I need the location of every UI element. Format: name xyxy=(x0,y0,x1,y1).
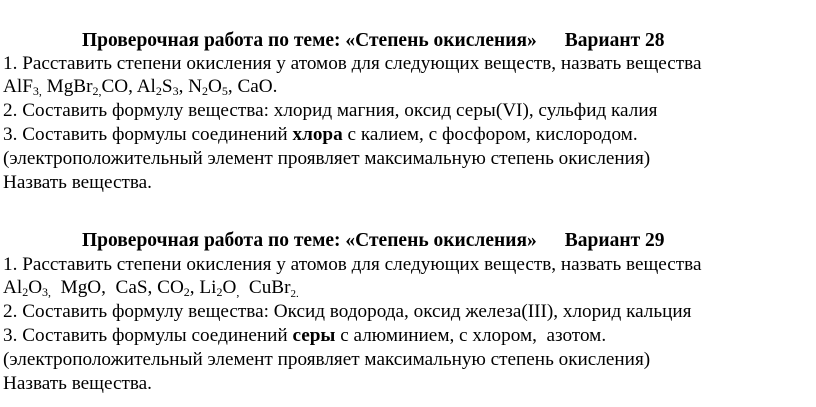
formula-al2s3: $Al_2S_3$, xyxy=(136,76,184,98)
variant-29-formulas xyxy=(3,277,299,299)
formula-cubr2: CuBr$_{2.}$ xyxy=(248,277,299,300)
variant-28-label: Вариант 28 xyxy=(564,30,665,51)
formula-mgo: MgO, xyxy=(60,277,106,298)
formula-co2: $CO_2$, xyxy=(157,277,195,299)
variant-29-task-3: 3. Составить формулы соединений серы с алюминием, с хлором, азотом. xyxy=(3,325,607,346)
variant-28-task-1: 1. Расставить степени окисления у атомов для следующих веществ, назвать вещества xyxy=(3,53,702,74)
formula-cas: CaS, xyxy=(115,277,153,298)
variant-28-task-2: 2. Составить формулу вещества: хлорид магния, оксид серы(VI), сульфид калия xyxy=(3,100,658,121)
variant-28-title: Проверочная работа по теме: «Степень окисления» xyxy=(82,30,537,51)
formula-li2o: $Li_2O_,$ xyxy=(199,277,240,299)
formula-al2o3: $Al_2O_{3,}$ xyxy=(3,277,52,299)
formula-co: CO, xyxy=(101,76,133,97)
variant-28-name-line: Назвать вещества. xyxy=(3,172,152,193)
variant-28-formulas xyxy=(3,76,277,98)
variant-29-title: Проверочная работа по теме: «Степень окисления» xyxy=(82,230,537,251)
variant-29-task-2: 2. Составить формулу вещества: Оксид водорода, оксид железа(III), хлорид кальция xyxy=(3,301,692,322)
formula-n2o5: $N_2O_5$, xyxy=(188,76,233,98)
formula-alf3: AlF$_{3,}$ xyxy=(3,76,42,98)
variant-28-heading xyxy=(82,30,665,52)
variant-28-element: хлора xyxy=(292,124,343,145)
variant-29-task-1: 1. Расставить степени окисления у атомов для следующих веществ, назвать вещества xyxy=(3,254,702,275)
variant-29-heading xyxy=(82,230,665,252)
variant-29-element: серы xyxy=(292,325,336,346)
variant-28-task-3: 3. Составить формулы соединений хлора с калием, с фосфором, кислородом. xyxy=(3,124,638,145)
formula-cao: CaO. xyxy=(237,76,278,97)
variant-29-note: (электроположительный элемент проявляет максимальную степень окисления) xyxy=(3,349,651,370)
variant-28-note: (электроположительный элемент проявляет максимальную степень окисления) xyxy=(3,148,651,169)
formula-mgbr2: MgBr$_{2,}$ xyxy=(46,76,102,98)
variant-29-label: Вариант 29 xyxy=(564,230,665,251)
variant-29-name-line: Назвать вещества. xyxy=(3,373,152,394)
